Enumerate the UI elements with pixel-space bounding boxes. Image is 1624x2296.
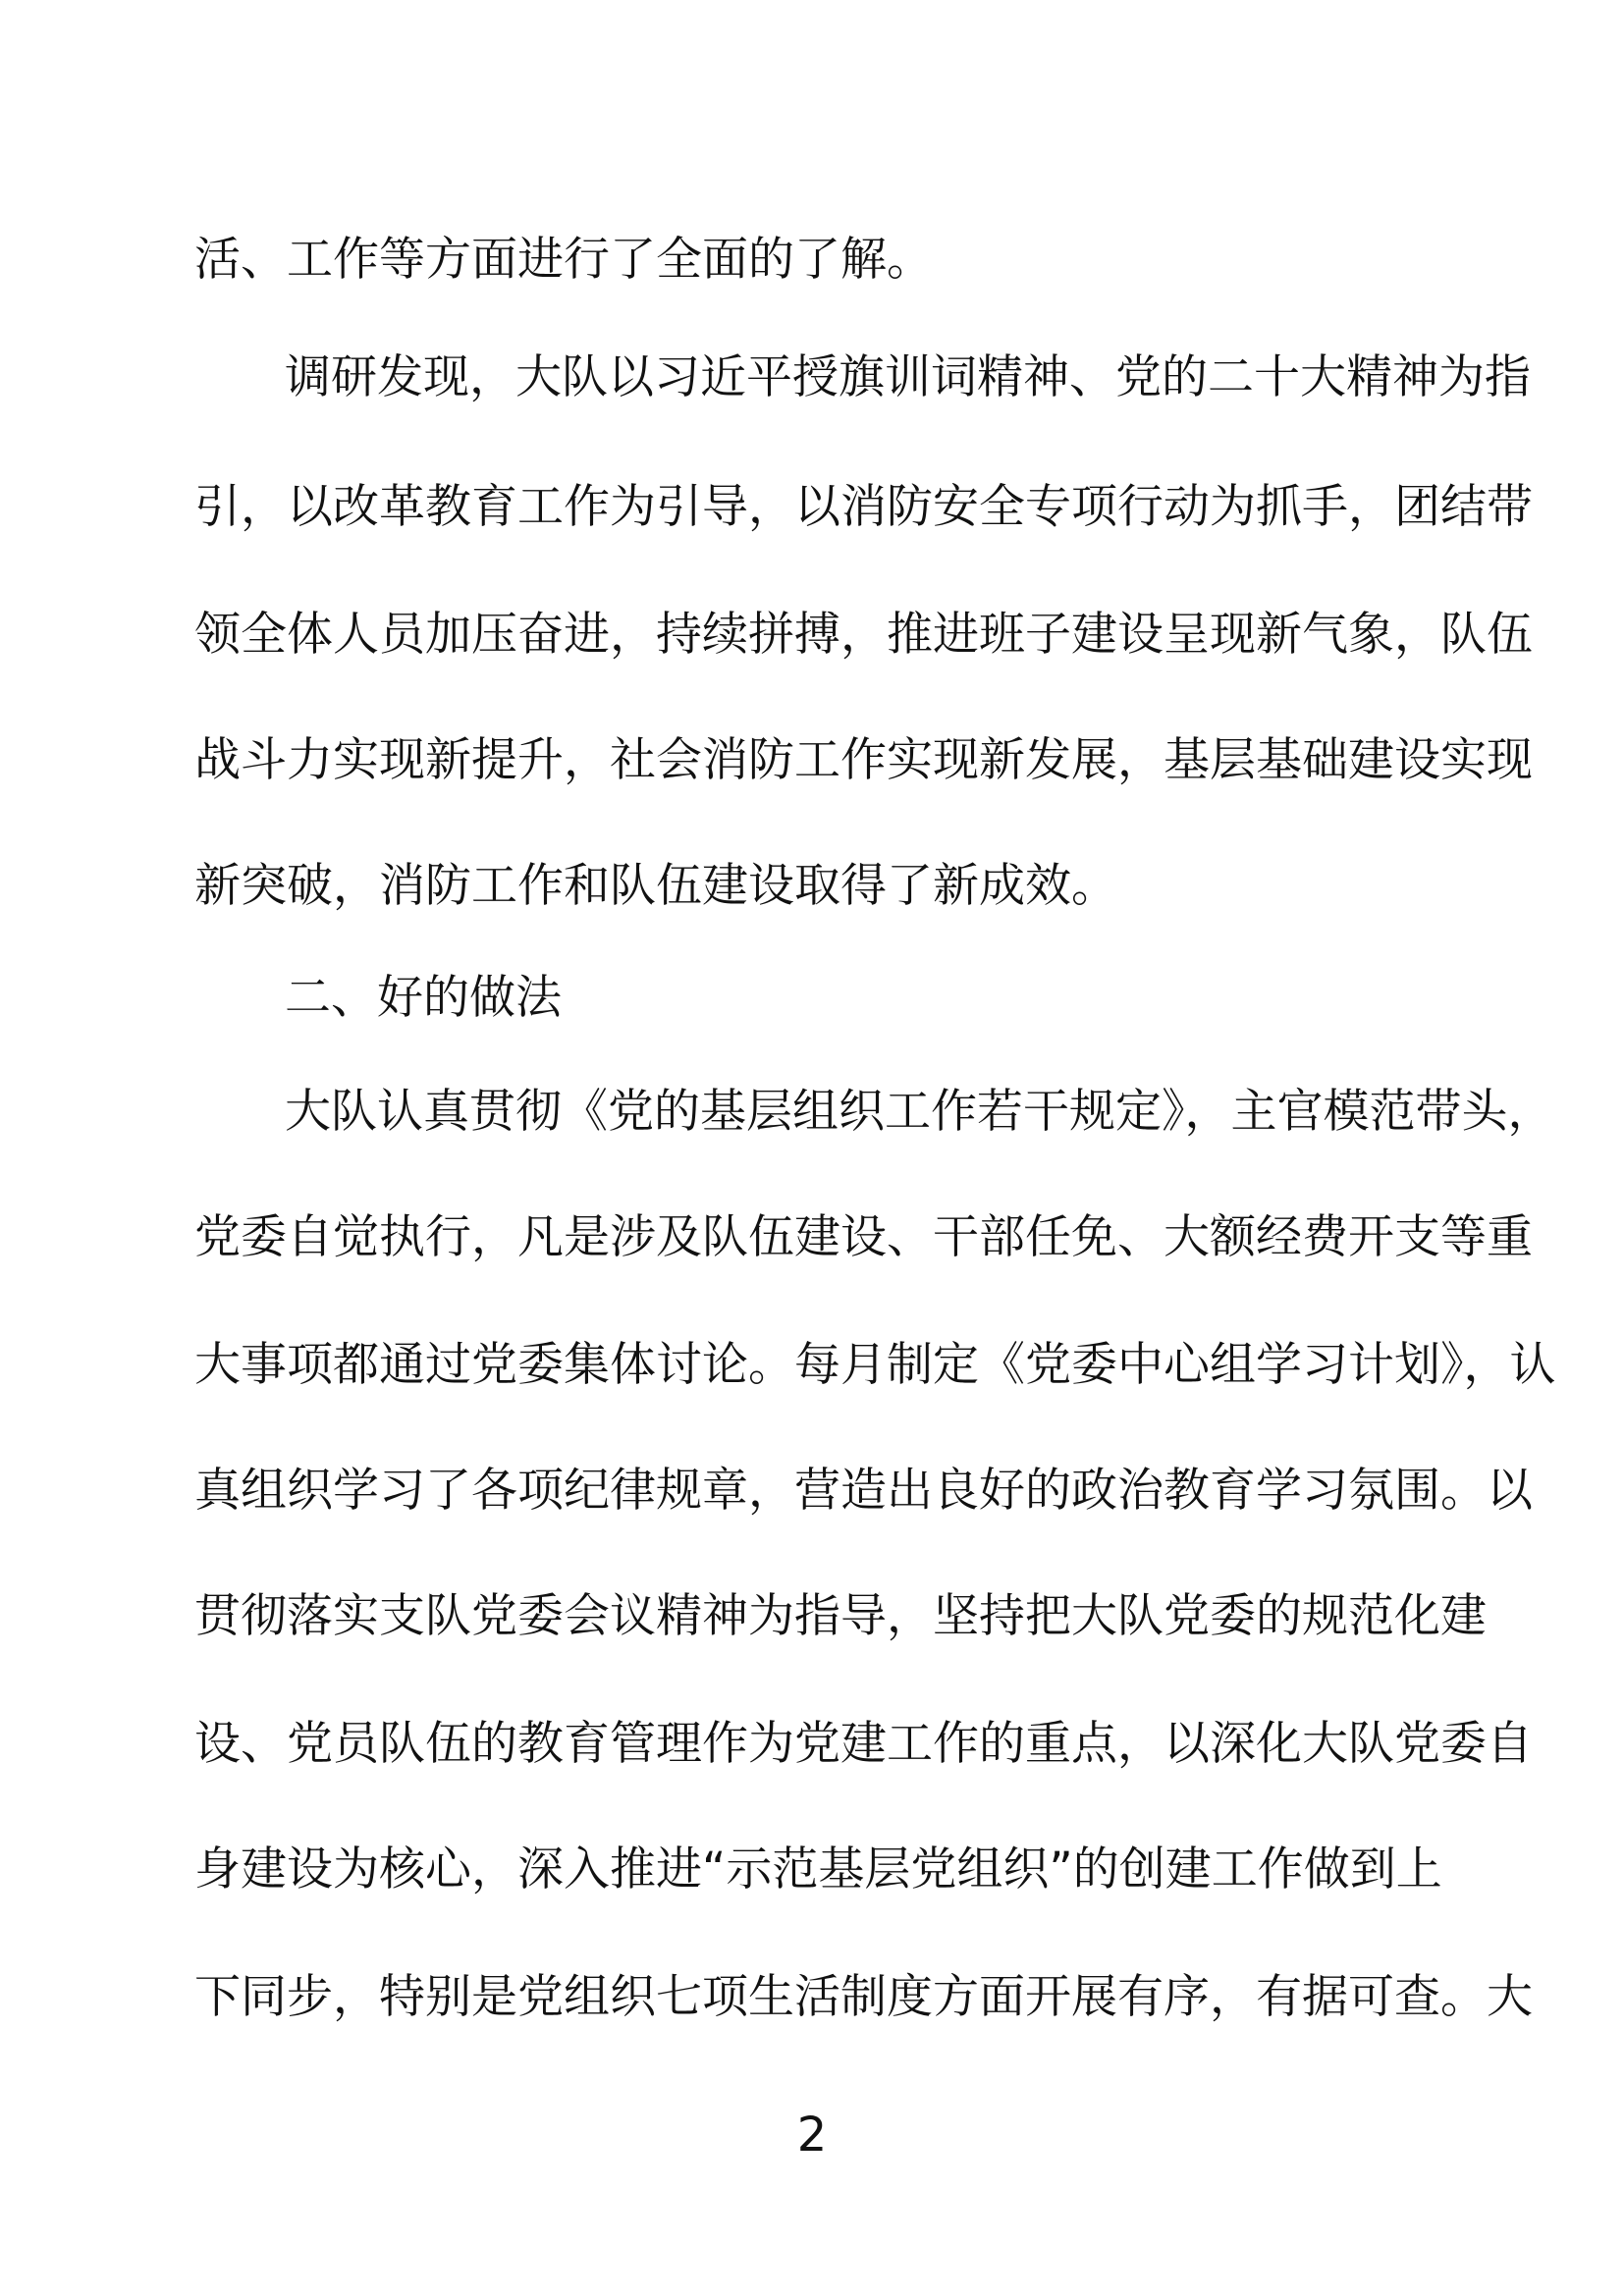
text-line: 党委自觉执行，凡是涉及队伍建设、干部任免、大额经费开支等重 <box>194 1210 1533 1264</box>
text-line: 贯彻落实支队党委会议精神为指导，坚持把大队党委的规范化建 <box>194 1589 1487 1643</box>
text-line: 引，以改革教育工作为引导，以消防安全专项行动为抓手，团结带 <box>194 480 1533 534</box>
paragraph-first-line: 大队认真贯彻《党的基层组织工作若干规定》，主官模范带头， <box>285 1085 1554 1139</box>
section-heading: 二、好的做法 <box>285 971 562 1025</box>
text-line: 活、工作等方面进行了全面的了解。 <box>194 233 933 287</box>
text-line: 领全体人员加压奋进，持续拼搏，推进班子建设呈现新气象，队伍 <box>194 608 1533 662</box>
text-line: 大事项都通过党委集体讨论。每月制定《党委中心组学习计划》，认 <box>194 1338 1556 1392</box>
paragraph-first-line: 调研发现，大队以习近平授旗训词精神、党的二十大精神为指 <box>285 350 1531 404</box>
text-line: 身建设为核心，深入推进“示范基层党组织”的创建工作做到上 <box>194 1842 1442 1896</box>
text-line: 真组织学习了各项纪律规章，营造出良好的政治教育学习氛围。以 <box>194 1464 1533 1518</box>
page-number: 2 <box>796 2108 828 2163</box>
text-line: 新突破，消防工作和队伍建设取得了新成效。 <box>194 859 1117 913</box>
text-line: 下同步，特别是党组织七项生活制度方面开展有序，有据可查。大 <box>194 1970 1533 2024</box>
text-line: 设、党员队伍的教育管理作为党建工作的重点，以深化大队党委自 <box>194 1717 1533 1771</box>
text-line: 战斗力实现新提升，社会消防工作实现新发展，基层基础建设实现 <box>194 733 1533 787</box>
